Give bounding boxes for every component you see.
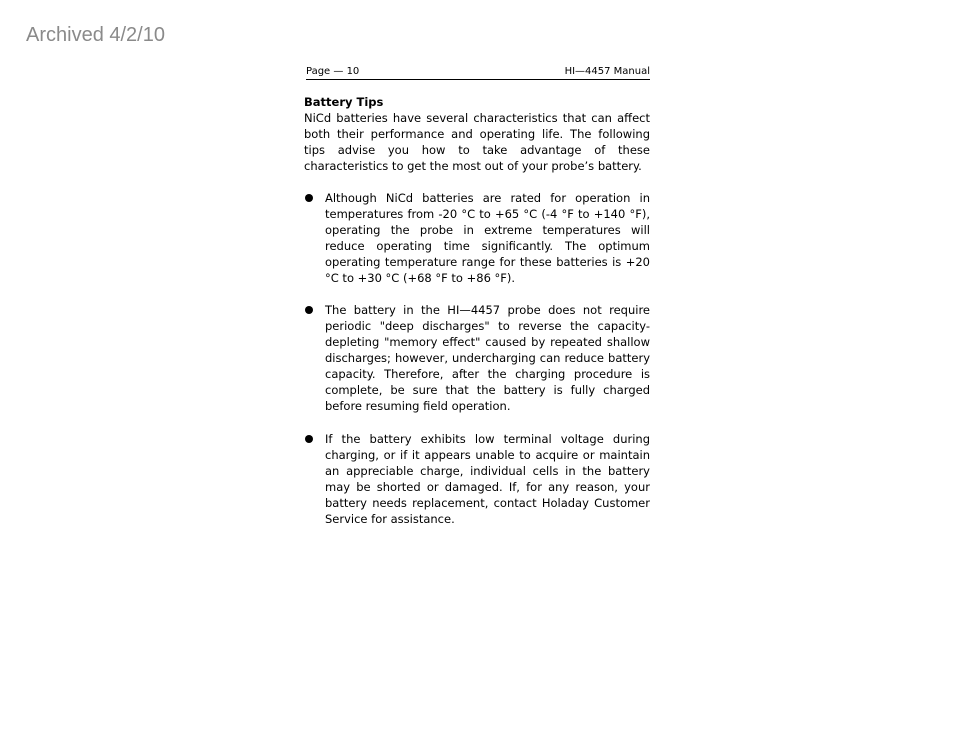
bullet-item-deep-discharge (304, 302, 650, 414)
bullet-dot-icon (305, 435, 313, 443)
intro-paragraph: NiCd batteries have several characteristics that can affect both their performance and operating life. The following tips advise you how to take advantage of these characteristics to get the most out of your probe’s battery. (304, 111, 650, 173)
bullet-item-temperature (304, 190, 650, 286)
bullet-dot-icon (305, 306, 313, 314)
manual-title: HI—4457 Manual (564, 66, 650, 77)
battery-tips-section (304, 94, 650, 527)
bullet-text: The battery in the HI—4457 probe does not require periodic "deep discharges" to reverse the capacity-depleting "memory effect" caused by repeated shallow discharges; however, undercharging can reduce battery capacity. Therefore, after the charging procedure is complete, be sure that the battery is fully charged before resuming field operation. (325, 303, 650, 413)
bullet-text: Although NiCd batteries are rated for operation in temperatures from -20 °C to +65 °C (-4 °F to +140 °F), operating the probe in extreme temperatures will reduce operating time significantly. The optimum operating temperature range for these batteries is +20 °C to +30 °C (+68 °F to +86 °F). (325, 191, 650, 285)
bullet-text: If the battery exhibits low terminal voltage during charging, or if it appears unable to acquire or maintain an appreciable charge, individual cells in the battery may be shorted or damaged. If, for any reason, your battery needs replacement, contact Holaday Customer Service for assistance. (325, 432, 650, 526)
page-number: Page — 10 (306, 66, 360, 77)
section-title: Battery Tips (304, 95, 384, 109)
page-header (306, 65, 650, 80)
bullet-item-replacement (304, 431, 650, 527)
archived-watermark: Archived 4/2/10 (26, 24, 165, 46)
bullet-dot-icon (305, 194, 313, 202)
